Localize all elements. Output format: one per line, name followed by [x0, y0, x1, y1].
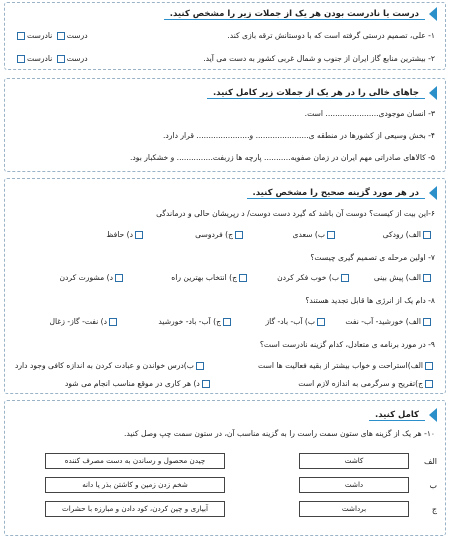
checkbox[interactable]	[423, 231, 431, 239]
question-10: ۱۰- هر یک از گزینه های ستون سمت راست را به گزینه مناسب آن، در ستون سمت چپ وصل کنید.	[123, 429, 435, 438]
option-label: الف)استراحت و خواب بیشتر از بقیه فعالیت ها است	[258, 361, 423, 370]
question-1: ۱- علی، تصمیم درستی گرفته است که با دوستانش ترقه بازی کند.	[227, 31, 435, 40]
q6-option-c[interactable]	[195, 230, 245, 239]
q1-options	[15, 31, 88, 40]
checkbox[interactable]	[425, 362, 433, 370]
checkbox[interactable]	[317, 318, 325, 326]
q8-option-b[interactable]	[266, 317, 328, 326]
question-3: ۳- انسان موجودی...................... است.	[304, 109, 435, 118]
question-4: ۴- بخش وسیعی از کشورها در منطقه ی...................... و...................... قرار دارد.	[163, 131, 435, 140]
q7-option-d[interactable]	[59, 273, 125, 282]
q2-true-label: درست	[66, 54, 88, 63]
q9-option-a[interactable]	[258, 361, 435, 370]
q8-option-a[interactable]	[345, 317, 433, 326]
match-right-2[interactable]: داشت	[299, 477, 409, 493]
option-label: ب)درس خواندن و عبادت کردن به اندازه کافی وجود دارد	[15, 361, 194, 370]
q6-option-d[interactable]	[106, 230, 145, 239]
question-6: ۶-این بیت از کیست؟ دوست آن باشد که گیرد دست دوست/ د رپریشان حالی و درماندگی	[156, 209, 435, 218]
q7-option-b[interactable]	[277, 273, 351, 282]
flag-icon	[429, 7, 437, 21]
checkbox[interactable]	[425, 380, 433, 388]
q7-option-a[interactable]	[374, 273, 433, 282]
match-right-1[interactable]: کاشت	[299, 453, 409, 469]
matching-section	[4, 400, 446, 536]
checkbox[interactable]	[202, 380, 210, 388]
section-title: کامل کنید.	[369, 410, 425, 421]
multiple-choice-section	[4, 178, 446, 394]
q1-true-checkbox[interactable]	[57, 32, 65, 40]
q9-option-b[interactable]	[15, 361, 206, 370]
checkbox[interactable]	[423, 274, 431, 282]
section-title: درست یا نادرست بودن هر یک از جملات زیر را مشخص کنید.	[164, 9, 425, 20]
q2-true-checkbox[interactable]	[57, 55, 65, 63]
match-left-2[interactable]: شخم زدن زمین و کاشتن بذر یا دانه	[45, 477, 225, 493]
question-7: ۷- اولین مرحله ی تصمیم گیری چیست؟	[310, 253, 435, 262]
question-8: ۸- دام یک از انرژی ها قابل تجدید هستند؟	[305, 296, 435, 305]
row-label-c: ج	[431, 505, 437, 514]
question-5: ۵- کالاهای صادراتی مهم ایران در زمان صفویه........... پارچه ها زربفت............... و خشکبار بود.	[129, 153, 435, 162]
q7-option-c[interactable]	[171, 273, 249, 282]
q8-option-c[interactable]	[158, 317, 233, 326]
row-label-a: الف	[424, 457, 437, 466]
row-label-b: ب	[429, 481, 437, 490]
q2-false-checkbox[interactable]	[17, 55, 25, 63]
checkbox[interactable]	[196, 362, 204, 370]
flag-icon	[429, 186, 437, 200]
true-false-section	[4, 2, 446, 70]
q1-false-checkbox[interactable]	[17, 32, 25, 40]
true-false-header	[164, 6, 437, 22]
q6-option-a[interactable]	[383, 230, 433, 239]
fill-blank-section	[4, 78, 446, 172]
q1-true-label: درست	[66, 31, 88, 40]
option-label: الف) پیش بینی	[373, 273, 421, 282]
option-label: ب) سعدی	[292, 230, 325, 239]
checkbox[interactable]	[423, 318, 431, 326]
option-label: ج) فردوسی	[195, 230, 233, 239]
q2-options	[15, 54, 88, 63]
option-label: د) نفت- گاز- زغال	[49, 317, 107, 326]
multiple-choice-header	[247, 185, 437, 201]
option-label: ج)تفریح و سرگرمی به اندازه لازم است	[298, 379, 423, 388]
question-2: ۲- بیشترین منابع گاز ایران از جنوب و شمال غربی کشور به دست می آید.	[203, 54, 435, 63]
checkbox[interactable]	[223, 318, 231, 326]
section-title: جاهای خالی را در هر یک از جملات زیر کامل کنید.	[207, 88, 425, 99]
option-label: ب) آب- باد- گاز	[265, 317, 315, 326]
checkbox[interactable]	[135, 231, 143, 239]
q9-option-d[interactable]	[65, 379, 212, 388]
option-label: د) حافظ	[106, 230, 133, 239]
option-label: ج) انتخاب بهترین راه	[171, 273, 237, 282]
question-9: ۹- در مورد برنامه ی متعادل، کدام گزینه نادرست است؟	[259, 340, 435, 349]
option-label: ب) خوب فکر کردن	[277, 273, 339, 282]
checkbox[interactable]	[239, 274, 247, 282]
checkbox[interactable]	[115, 274, 123, 282]
option-label: ج) آب- باد- خورشید	[158, 317, 221, 326]
section-title: در هر مورد گزینه صحیح را مشخص کنید.	[247, 188, 425, 199]
q6-option-b[interactable]	[293, 230, 337, 239]
match-left-3[interactable]: آبیاری و چین کردن، کود دادن و مبارزه با حشرات	[45, 501, 225, 517]
option-label: الف) خورشید- آب- نفت	[345, 317, 421, 326]
matching-header	[369, 407, 437, 423]
match-right-3[interactable]: برداشت	[299, 501, 409, 517]
checkbox[interactable]	[235, 231, 243, 239]
q8-option-d[interactable]	[49, 317, 119, 326]
option-label: د) هر کاری در موقع مناسب انجام می شود	[65, 379, 200, 388]
q9-option-c[interactable]	[298, 379, 435, 388]
q2-false-label: نادرست	[27, 54, 53, 63]
checkbox[interactable]	[341, 274, 349, 282]
option-label: الف) رودکی	[382, 230, 421, 239]
flag-icon	[429, 408, 437, 422]
fill-blank-header	[207, 85, 437, 101]
option-label: د) مشورت کردن	[59, 273, 113, 282]
match-left-1[interactable]: چیدن محصول و رساندن به دست مصرف کننده	[45, 453, 225, 469]
checkbox[interactable]	[109, 318, 117, 326]
q1-false-label: نادرست	[27, 31, 53, 40]
checkbox[interactable]	[327, 231, 335, 239]
flag-icon	[429, 86, 437, 100]
